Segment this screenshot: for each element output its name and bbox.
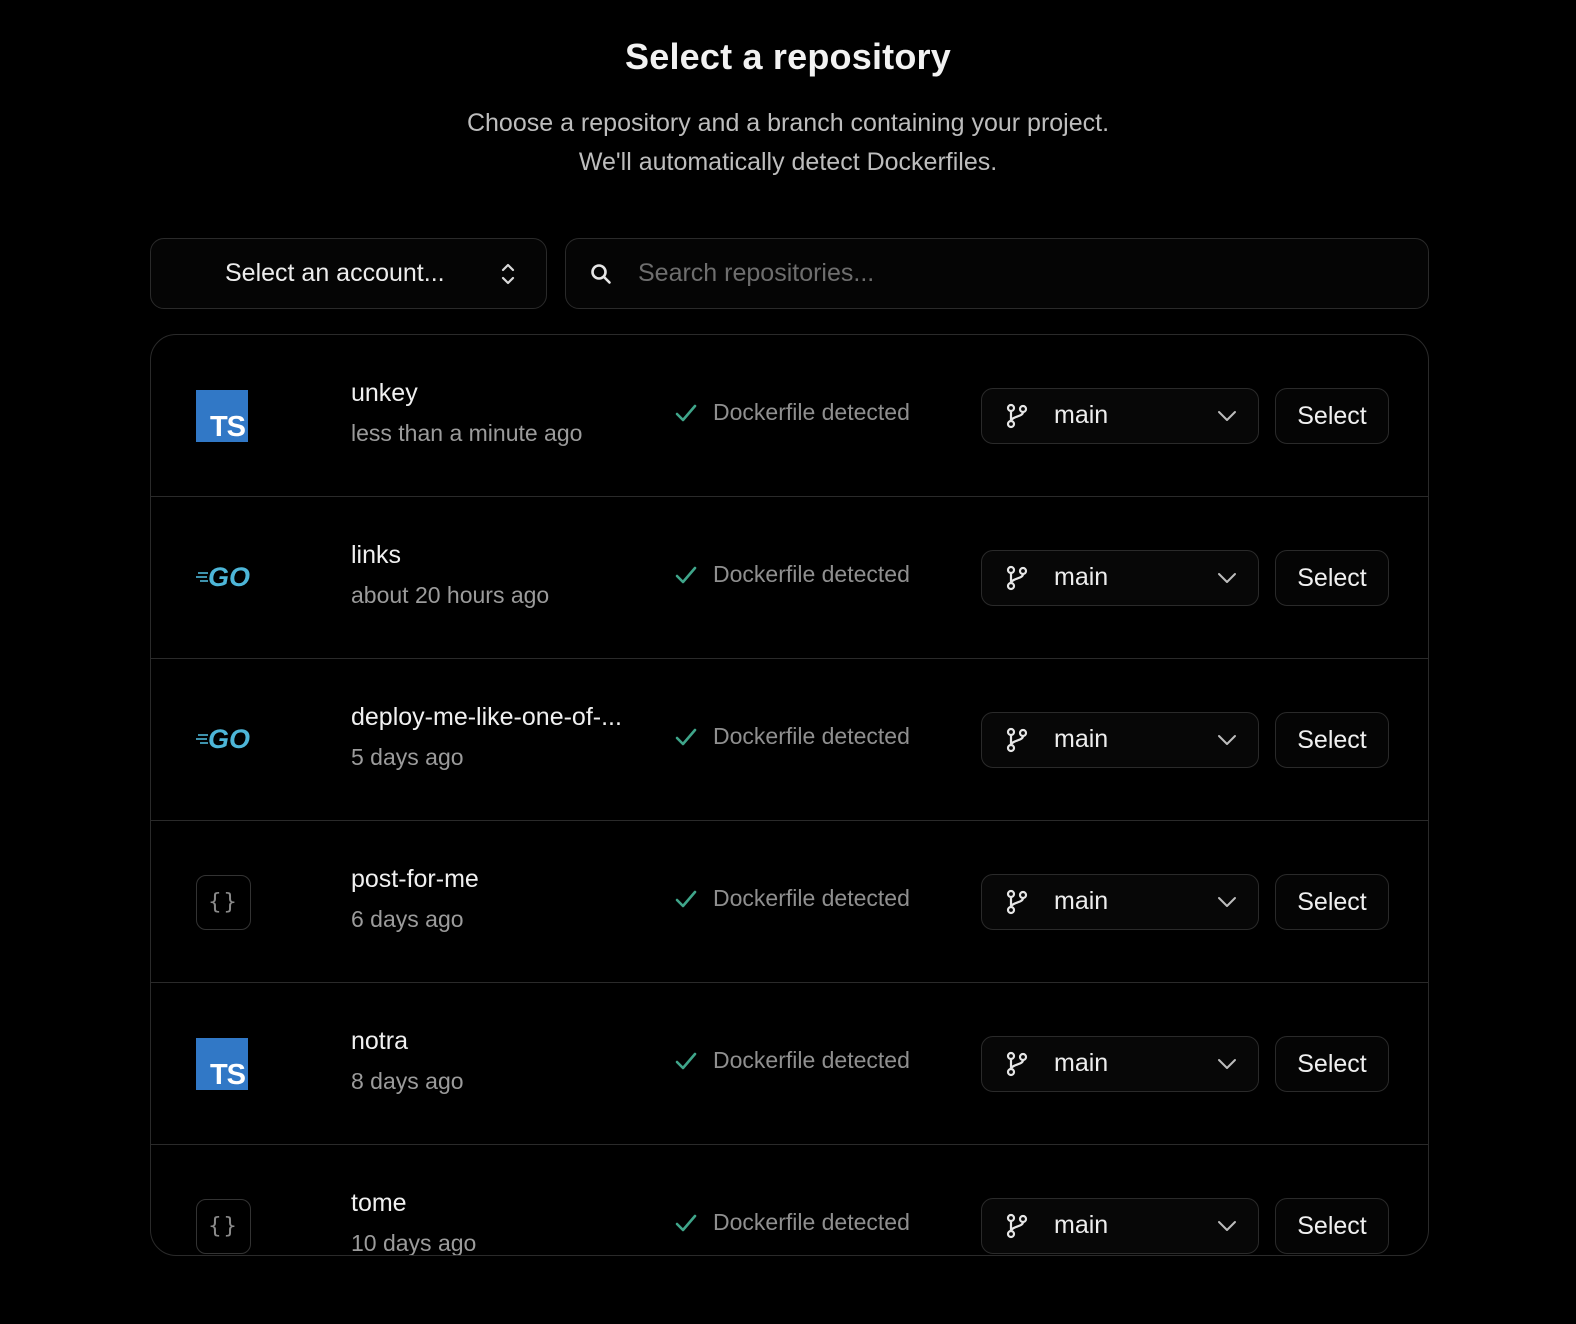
dockerfile-status xyxy=(673,561,910,588)
repository-updated: 8 days ago xyxy=(351,1068,464,1094)
language-icon xyxy=(196,389,250,443)
go-logo-text: GO xyxy=(208,724,251,754)
page-title: Select a repository xyxy=(625,36,951,77)
git-branch-icon xyxy=(1004,1213,1030,1239)
chevron-down-icon xyxy=(1216,570,1238,586)
dockerfile-status-text: Dockerfile detected xyxy=(713,399,910,425)
check-icon xyxy=(673,1210,699,1236)
repository-name: notra xyxy=(351,1027,408,1055)
repository-row xyxy=(151,983,1428,1145)
search-icon xyxy=(590,263,612,285)
repository-updated: about 20 hours ago xyxy=(351,582,550,608)
language-icon xyxy=(196,551,250,605)
chevron-down-icon xyxy=(1216,1218,1238,1234)
go-logo-text: GO xyxy=(208,562,251,592)
braces-icon: {} xyxy=(196,875,251,930)
repository-updated: 10 days ago xyxy=(351,1230,477,1256)
dockerfile-status xyxy=(673,1047,910,1074)
repository-row xyxy=(151,1145,1428,1256)
dockerfile-status-text: Dockerfile detected xyxy=(713,561,910,587)
branch-select[interactable] xyxy=(981,550,1259,606)
account-select[interactable] xyxy=(150,238,547,309)
braces-icon: {} xyxy=(196,1199,251,1254)
dockerfile-status-text: Dockerfile detected xyxy=(713,885,910,911)
select-repository-button[interactable]: Select xyxy=(1275,712,1389,768)
repository-row xyxy=(151,497,1428,659)
ts-logo-text: TS xyxy=(209,1059,245,1091)
check-icon xyxy=(673,1048,699,1074)
check-icon xyxy=(673,724,699,750)
go-logo-wrapper xyxy=(196,713,250,772)
git-branch-icon xyxy=(1004,403,1030,429)
repository-name: links xyxy=(351,541,402,569)
branch-select-label: main xyxy=(1054,1211,1109,1239)
branch-select-label: main xyxy=(1054,563,1109,591)
go-logo-icon xyxy=(196,551,252,605)
ts-logo-text: TS xyxy=(209,411,245,443)
branch-select-label: main xyxy=(1054,887,1109,915)
repository-list xyxy=(150,334,1429,1256)
dockerfile-status-text: Dockerfile detected xyxy=(713,1209,910,1235)
account-select-label: Select an account... xyxy=(225,259,445,287)
check-icon xyxy=(673,400,699,426)
branch-select-label: main xyxy=(1054,1049,1109,1077)
branch-select-label: main xyxy=(1054,725,1109,753)
go-logo-wrapper xyxy=(196,551,250,610)
chevron-down-icon xyxy=(1216,1056,1238,1072)
chevron-up-down-icon xyxy=(496,261,520,287)
branch-select[interactable] xyxy=(981,388,1259,444)
language-icon xyxy=(196,713,250,767)
repository-name: deploy-me-like-one-of-... xyxy=(351,703,622,731)
repository-row xyxy=(151,821,1428,983)
subtitle-line-2: We'll automatically detect Dockerfiles. xyxy=(578,148,998,176)
git-branch-icon xyxy=(1004,565,1030,591)
repository-name: tome xyxy=(351,1189,407,1217)
dockerfile-status xyxy=(673,1209,910,1236)
search-box xyxy=(565,238,1429,309)
search-input[interactable] xyxy=(638,239,1408,307)
dockerfile-status-text: Dockerfile detected xyxy=(713,723,910,749)
dockerfile-status-text: Dockerfile detected xyxy=(713,1047,910,1073)
repository-name: unkey xyxy=(351,379,418,407)
dockerfile-status xyxy=(673,723,910,750)
repository-row xyxy=(151,659,1428,821)
language-icon xyxy=(196,1199,250,1253)
typescript-logo-icon xyxy=(196,1038,248,1090)
language-icon xyxy=(196,875,250,929)
language-icon xyxy=(196,1037,250,1091)
dockerfile-status xyxy=(673,885,910,912)
chevron-down-icon xyxy=(1216,732,1238,748)
git-branch-icon xyxy=(1004,1051,1030,1077)
git-branch-icon xyxy=(1004,727,1030,753)
repository-name: post-for-me xyxy=(351,865,479,893)
branch-select[interactable] xyxy=(981,1036,1259,1092)
repository-updated: 6 days ago xyxy=(351,906,464,932)
subtitle-line-1: Choose a repository and a branch containing your project. xyxy=(466,109,1110,137)
chevron-down-icon xyxy=(1216,408,1238,424)
branch-select[interactable] xyxy=(981,712,1259,768)
repository-updated: less than a minute ago xyxy=(351,420,583,446)
select-repository-button[interactable]: Select xyxy=(1275,550,1389,606)
typescript-logo-icon xyxy=(196,390,248,442)
repository-row xyxy=(151,335,1428,497)
branch-select-label: main xyxy=(1054,401,1109,429)
chevron-down-icon xyxy=(1216,894,1238,910)
git-branch-icon xyxy=(1004,889,1030,915)
dockerfile-status xyxy=(673,399,910,426)
select-repository-button[interactable]: Select xyxy=(1275,388,1389,444)
go-logo-icon xyxy=(196,713,252,767)
check-icon xyxy=(673,562,699,588)
select-repository-button[interactable]: Select xyxy=(1275,1198,1389,1254)
branch-select[interactable] xyxy=(981,874,1259,930)
page-subtitle xyxy=(0,104,1576,182)
select-repository-button[interactable]: Select xyxy=(1275,1036,1389,1092)
check-icon xyxy=(673,886,699,912)
repository-updated: 5 days ago xyxy=(351,744,464,770)
select-repository-button[interactable]: Select xyxy=(1275,874,1389,930)
branch-select[interactable] xyxy=(981,1198,1259,1254)
